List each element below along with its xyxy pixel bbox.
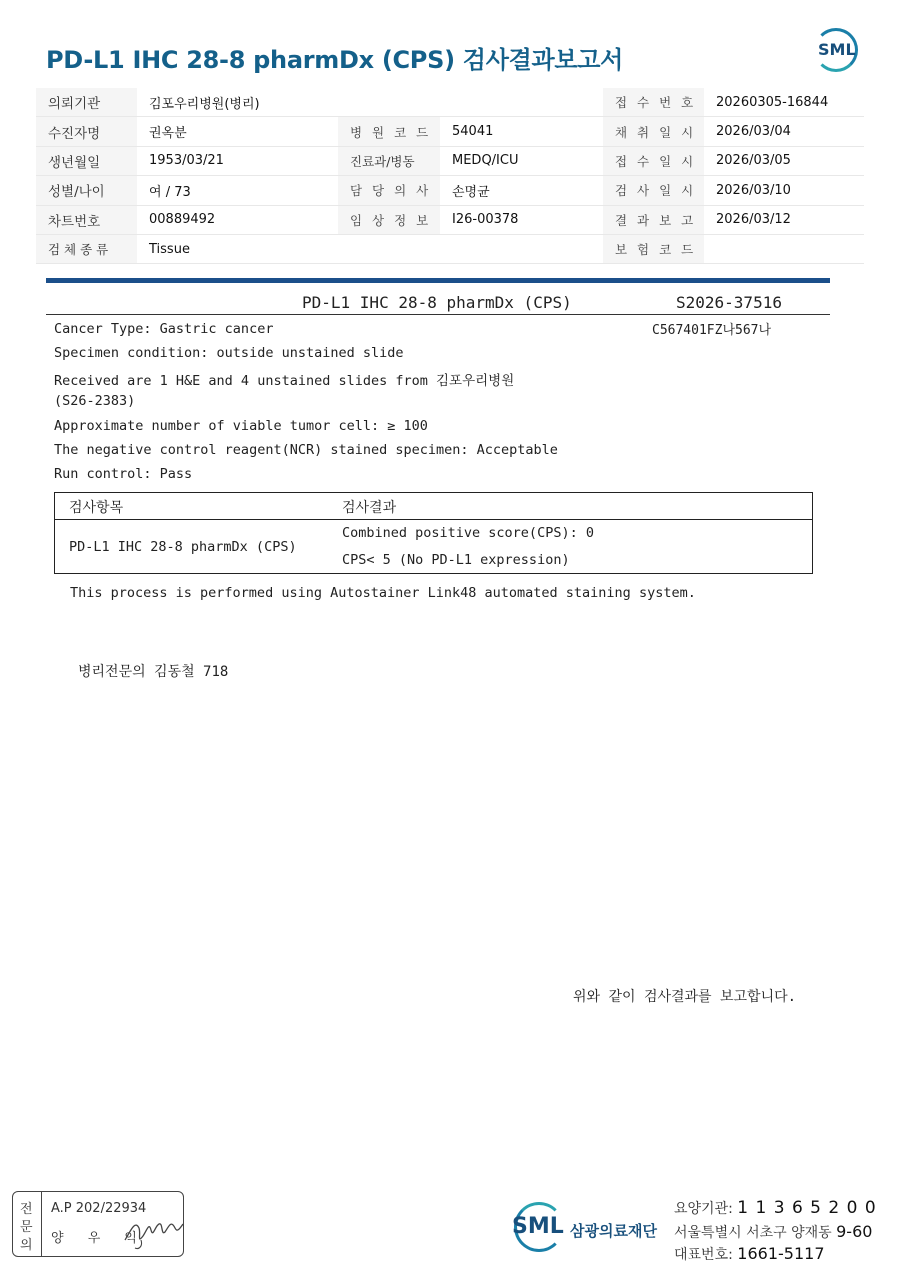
info-value: Tissue — [137, 234, 338, 263]
patient-info-table — [36, 88, 864, 264]
info-value: 권옥분 — [137, 117, 338, 146]
info-label: 임 상 정 보 — [338, 205, 440, 234]
stamp-side-char: 문 — [20, 1220, 33, 1235]
footer-phone: 대표번호: 1661-5117 — [674, 1244, 825, 1263]
stamp-side — [13, 1192, 42, 1256]
footer-code: 요양기관: 1 1 3 6 5 2 0 0 — [674, 1198, 877, 1218]
info-label: 담 당 의 사 — [338, 176, 440, 205]
footer-address: 서울특별시 서초구 양재동 9-60 — [674, 1222, 873, 1241]
result-score: Combined positive score(CPS): 0 — [342, 525, 594, 541]
section-divider — [46, 278, 830, 283]
info-value: 김포우리병원(병리) — [137, 88, 338, 117]
stamp-name: 양 우 익 — [51, 1231, 147, 1246]
info-label: 접 수 일 시 — [603, 146, 704, 175]
specimen-number: S2026-37516 — [676, 293, 782, 312]
report-line: The negative control reagent(NCR) stained specimen: Acceptable — [54, 442, 558, 458]
info-value: 54041 — [440, 117, 603, 146]
report-line: Specimen condition: outside unstained slide — [54, 345, 404, 361]
test-name-heading: PD-L1 IHC 28-8 pharmDx (CPS) — [302, 293, 572, 312]
result-item: PD-L1 IHC 28-8 pharmDx (CPS) — [69, 539, 297, 555]
logo-text: SML — [818, 40, 856, 59]
info-row — [36, 88, 864, 117]
process-note: This process is performed using Autostainer Link48 automated staining system. — [70, 585, 696, 601]
sml-logo — [812, 28, 864, 76]
result-interpretation: CPS< 5 (No PD-L1 expression) — [342, 552, 570, 568]
info-label: 접 수 번 호 — [603, 88, 704, 117]
info-value: 1953/03/21 — [137, 146, 338, 175]
info-label: 생년월일 — [36, 146, 137, 175]
info-label: 보 험 코 드 — [603, 234, 704, 263]
info-row — [36, 234, 864, 263]
info-label: 수진자명 — [36, 117, 137, 146]
org-name: 삼광의료재단 — [570, 1222, 657, 1240]
pathologist: 병리전문의 김동철 718 — [78, 664, 229, 680]
footer-logo-text: SML — [512, 1214, 564, 1239]
info-label: 차트번호 — [36, 205, 137, 234]
report-line: Cancer Type: Gastric cancer — [54, 321, 274, 337]
info-value: 20260305-16844 — [704, 88, 864, 117]
info-value: 2026/03/04 — [704, 117, 864, 146]
info-value: 2026/03/12 — [704, 205, 864, 234]
info-label: 검 체 종 류 — [36, 234, 137, 263]
info-label: 의뢰기관 — [36, 88, 137, 117]
info-label: 성별/나이 — [36, 176, 137, 205]
header-result: 검사결과 — [342, 500, 397, 516]
stamp-side-char: 의 — [20, 1238, 33, 1253]
info-value: MEDQ/ICU — [440, 146, 603, 175]
info-row — [36, 117, 864, 146]
info-value — [704, 234, 864, 263]
report-line: Received are 1 H&E and 4 unstained slides from 김포우리병원 — [54, 373, 515, 389]
stamp-side-char: 전 — [20, 1202, 33, 1217]
info-label: 진료과/병동 — [338, 146, 440, 175]
closing-statement: 위와 같이 검사결과를 보고합니다. — [573, 989, 797, 1005]
info-value: 2026/03/10 — [704, 176, 864, 205]
info-label: 채 취 일 시 — [603, 117, 704, 146]
info-label: 병 원 코 드 — [338, 117, 440, 146]
info-label: 결 과 보 고 — [603, 205, 704, 234]
info-row — [36, 205, 864, 234]
info-row — [36, 146, 864, 175]
signature-icon — [121, 1210, 185, 1252]
info-label: 검 사 일 시 — [603, 176, 704, 205]
info-row — [36, 176, 864, 205]
info-value: 손명균 — [440, 176, 603, 205]
report-line: Run control: Pass — [54, 466, 193, 482]
report-title: PD-L1 IHC 28-8 pharmDx (CPS) 검사결과보고서 — [46, 46, 623, 74]
footer-logo — [510, 1200, 566, 1256]
info-value: I26-00378 — [440, 205, 603, 234]
stamp-license: A.P 202/22934 — [51, 1201, 147, 1216]
info-value: 00889492 — [137, 205, 338, 234]
report-line: Approximate number of viable tumor cell: ≥ 100 — [54, 418, 428, 434]
result-table — [54, 492, 813, 574]
info-value: 2026/03/05 — [704, 146, 864, 175]
report-line: (S26-2383) — [54, 393, 136, 409]
pathologist-stamp — [12, 1191, 184, 1257]
result-table-header — [55, 493, 812, 520]
order-code: C567401FZ나567나 — [652, 323, 772, 338]
info-value: 여 / 73 — [137, 176, 338, 205]
header-item: 검사항목 — [69, 500, 124, 516]
